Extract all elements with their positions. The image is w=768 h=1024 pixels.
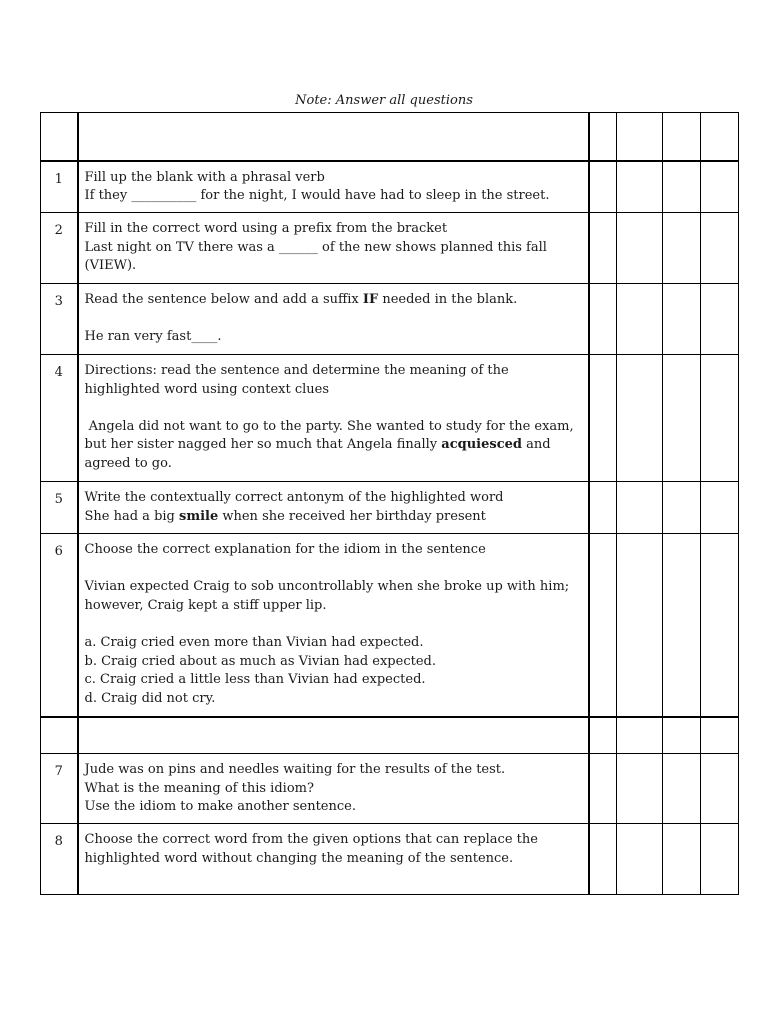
question-line: Last night on TV there was a ______ of the new shows planned this fall (84, 239, 547, 255)
mark-cell[interactable] (701, 534, 739, 717)
question-number: 8 (41, 824, 78, 895)
mark-cell[interactable] (589, 161, 617, 213)
mark-cell[interactable] (617, 754, 663, 824)
question-table (40, 112, 739, 895)
header-cell-mark (617, 113, 663, 161)
question-line: but her sister nagged her so much that Angela finally acquiesced and (84, 437, 551, 453)
mark-cell[interactable] (663, 754, 701, 824)
question-number: 6 (41, 534, 78, 717)
question-line: highlighted word using context clues (84, 381, 330, 397)
mark-cell[interactable] (663, 534, 701, 717)
question-number: 4 (41, 355, 78, 482)
question-number: 7 (41, 754, 78, 824)
question-row (41, 213, 739, 284)
mark-cell[interactable] (701, 284, 739, 355)
mark-cell[interactable] (701, 355, 739, 482)
mark-cell[interactable] (663, 213, 701, 284)
question-line: Vivian expected Craig to sob uncontrollably when she broke up with him; (84, 579, 570, 595)
question-text (78, 213, 589, 284)
question-line: She had a big smile when she received her birthday present (84, 508, 486, 524)
question-line: If they __________ for the night, I would have had to sleep in the street. (84, 188, 550, 204)
blank-cell (78, 717, 589, 754)
answer-option: b. Craig cried about as much as Vivian had expected. (84, 653, 436, 669)
question-line: Write the contextually correct antonym of the highlighted word (84, 490, 504, 505)
mark-cell[interactable] (701, 717, 739, 754)
mark-cell[interactable] (589, 754, 617, 824)
mark-cell[interactable] (663, 824, 701, 895)
question-line: agreed to go. (84, 455, 172, 471)
mark-cell[interactable] (589, 717, 617, 754)
question-line: Use the idiom to make another sentence. (84, 799, 356, 815)
highlighted-word: acquiesced (441, 437, 522, 453)
instructions-note: Note: Answer all questions (295, 93, 473, 108)
answer-option: c. Craig cried a little less than Vivian had expected. (84, 672, 426, 688)
mark-cell[interactable] (617, 213, 663, 284)
question-row (41, 824, 739, 895)
mark-cell[interactable] (617, 355, 663, 482)
question-line: Angela did not want to go to the party. She wanted to study for the exam, (84, 418, 574, 434)
question-row (41, 161, 739, 213)
header-cell-number (41, 113, 78, 161)
question-row (41, 534, 739, 717)
header-cell-mark (589, 113, 617, 161)
mark-cell[interactable] (663, 355, 701, 482)
question-number: 3 (41, 284, 78, 355)
mark-cell[interactable] (701, 824, 739, 895)
answer-option: d. Craig did not cry. (84, 690, 216, 706)
header-cell-mark (663, 113, 701, 161)
mark-cell[interactable] (617, 717, 663, 754)
mark-cell[interactable] (663, 717, 701, 754)
question-line: Read the sentence below and add a suffix IF needed in the blank. (84, 292, 518, 307)
mark-cell[interactable] (617, 824, 663, 895)
mark-cell[interactable] (663, 284, 701, 355)
mark-cell[interactable] (589, 284, 617, 355)
mark-cell[interactable] (617, 534, 663, 717)
blank-row (41, 717, 739, 754)
mark-cell[interactable] (589, 824, 617, 895)
mark-cell[interactable] (617, 284, 663, 355)
question-line: Choose the correct word from the given options that can replace the (84, 832, 538, 847)
mark-cell[interactable] (663, 161, 701, 213)
question-line: however, Craig kept a stiff upper lip. (84, 597, 327, 613)
mark-cell[interactable] (589, 482, 617, 534)
question-line: He ran very fast____. (84, 329, 222, 345)
question-number: 1 (41, 161, 78, 213)
question-text (78, 754, 589, 824)
question-line: highlighted word without changing the meaning of the sentence. (84, 850, 514, 866)
question-line: Directions: read the sentence and determine the meaning of the (84, 363, 509, 378)
highlighted-word: smile (179, 508, 219, 524)
mark-cell[interactable] (663, 482, 701, 534)
question-line: Choose the correct explanation for the idiom in the sentence (84, 542, 486, 557)
mark-cell[interactable] (701, 161, 739, 213)
mark-cell[interactable] (617, 482, 663, 534)
question-text (78, 824, 589, 895)
mark-cell[interactable] (701, 754, 739, 824)
answer-option: a. Craig cried even more than Vivian had expected. (84, 634, 424, 650)
question-text (78, 161, 589, 213)
question-text (78, 482, 589, 534)
question-line: Fill up the blank with a phrasal verb (84, 169, 325, 185)
question-number: 5 (41, 482, 78, 534)
question-row (41, 482, 739, 534)
header-cell-mark (701, 113, 739, 161)
question-row (41, 754, 739, 824)
mark-cell[interactable] (617, 161, 663, 213)
mark-cell[interactable] (701, 213, 739, 284)
mark-cell[interactable] (701, 482, 739, 534)
question-text (78, 355, 589, 482)
question-line: What is the meaning of this idiom? (84, 780, 314, 796)
question-line: Jude was on pins and needles waiting for the results of the test. (84, 762, 506, 777)
table-header-row (41, 113, 739, 161)
question-text (78, 534, 589, 717)
header-cell-question (78, 113, 589, 161)
mark-cell[interactable] (589, 534, 617, 717)
question-number: 2 (41, 213, 78, 284)
question-row (41, 355, 739, 482)
question-row (41, 284, 739, 355)
question-line: (VIEW). (84, 258, 137, 274)
question-text (78, 284, 589, 355)
highlighted-word: IF (362, 292, 379, 307)
question-line: Fill in the correct word using a prefix from the bracket (84, 221, 448, 236)
mark-cell[interactable] (589, 213, 617, 284)
mark-cell[interactable] (589, 355, 617, 482)
blank-cell (41, 717, 78, 754)
